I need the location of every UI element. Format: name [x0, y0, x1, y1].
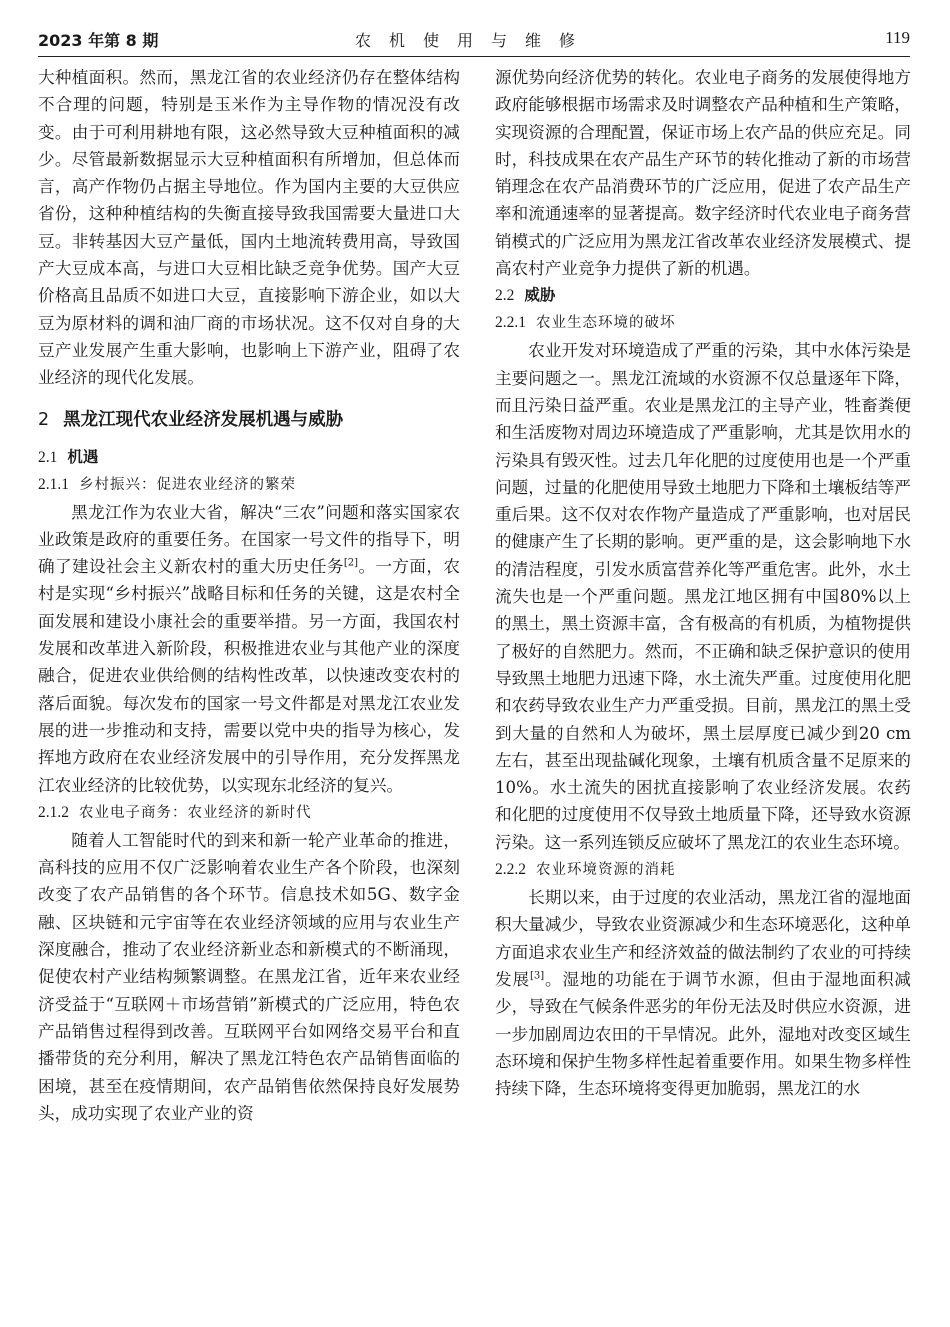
paragraph: 大种植面积。然而，黑龙江省的农业经济仍存在整体结构不合理的问题，特别是玉米作为主导作物的情况没有改变。由于可利用耕地有限，这必然导致大豆种植面积的减少。尽管最新数据显示大豆种植面积有所增加，但总体而言，高产作物仍占据主导地位。作为国内主要的大豆供应省份，这种种植结构的失衡直接导致我国需要大量进口大豆。非转基因大豆产量低，国内土地流转费用高，导致国产大豆成本高，与进口大豆相比缺乏竞争优势。国产大豆价格高且品质不如进口大豆，直接影响下游企业，如以大豆为原材料的调和油厂商的市场状况。这不仅对自身的大豆产业发展产生重大影响，也影响上下游产业，阻碍了农业经济的现代化发展。 — [38, 68, 460, 388]
paragraph-text: 。一方面，农村是实现“乡村振兴”战略目标和任务的关键，这是农村全面发展和建设小康社会的重要举措。另一方面，我国农村发展和改革进入新阶段，积极推进农业与其他产业的深度融合，促进农业供给侧的结构性改革，以快速改变农村的落后面貌。每次发布的国家一号文件都是对黑龙江农业发展的进一步推动和支持，需要以党中央的指导为核心，发挥地方政府在农业经济发展中的引导作用，充分发挥黑龙江农业经济的比较优势，以实现东北经济的复兴。 — [38, 557, 461, 795]
journal-title: 农机使用与维修 — [354, 31, 593, 50]
subsubsection-heading-2-2-1 — [495, 309, 911, 337]
paragraph: 源优势向经济优势的转化。农业电子商务的发展使得地方政府能够根据市场需求及时调整农产品种植和生产策略，实现资源的合理配置，保证市场上农产品的供应充足。同时，科技成果在农产品生产环节的转化推动了新的市场营销理念在农产品消费环节的广泛应用，促进了农产品生产率和流通速率的显著提高。数字经济时代农业电子商务营销模式的广泛应用为黑龙江省改革农业经济发展模式、提高农村产业竞争力提供了新的机遇。 — [495, 68, 911, 279]
running-header — [38, 22, 910, 57]
section-heading-2 — [38, 406, 460, 434]
subsection-heading-2-1 — [38, 444, 460, 471]
citation-ref[interactable]: [2] — [343, 557, 359, 569]
subsubsection-number: 2.2.2 — [495, 861, 526, 879]
subsection-heading-2-2 — [495, 282, 911, 309]
section-title: 黑龙江现代农业经济发展机遇与威胁 — [63, 409, 344, 430]
subsection-title: 机遇 — [67, 447, 99, 466]
paragraph — [38, 499, 460, 799]
paragraph: 随着人工智能时代的到来和新一轮产业革命的推进，高科技的应用不仅广泛影响着农业生产各个阶段，也深刻改变了农产品销售的各个环节。信息技术如5G、数字金融、区块链和元宇宙等在农业经济领域的应用与农业生产深度融合，推动了农业经济新业态和新模式的不断涌现，促使农村产业结构频繁调整。在黑龙江省，近年来农业经济受益于“互联网＋市场营销”新模式的广泛应用，特色农产品销售过程得到改善。互联网平台如网络交易平台和直播带货的充分利用，解决了黑龙江特色农产品销售面临的困境，甚至在疫情期间，农产品销售依然保持良好发展势头，成功实现了农业产业的资 — [38, 830, 460, 1123]
subsubsection-title: 农业生态环境的破坏 — [536, 315, 676, 332]
left-column — [38, 64, 460, 1127]
issue-label: 2023 年第 8 期 — [38, 31, 159, 50]
paragraph — [495, 884, 911, 1102]
subsubsection-heading-2-2-2 — [495, 856, 911, 884]
paragraph-text: 长期以来，由于过度的农业活动，黑龙江省的湿地面积大量减少，导致农业资源减少和生态环境恶化，这种单方面追求农业生产和经济效益的做法制约了农业的可持续发展 — [495, 888, 911, 989]
paragraph-text: 。湿地的功能在于调节水源，但由于湿地面积减少，导致在气候条件恶劣的年份无法及时供应水资源，进一步加剧周边农田的干旱情况。此外，湿地对改变区域生态环境和保护生物多样性起着重要作用。如果生物多样性持续下降，生态环境将变得更加脆弱，黑龙江的水 — [495, 969, 912, 1099]
subsubsection-number: 2.1.2 — [38, 803, 69, 821]
subsubsection-title: 农业电子商务：农业经济的新时代 — [79, 804, 312, 821]
subsubsection-number: 2.1.1 — [38, 475, 69, 493]
citation-ref[interactable]: [3] — [529, 970, 545, 982]
subsection-number: 2.1 — [38, 448, 58, 466]
subsubsection-title: 乡村振兴：促进农业经济的繁荣 — [79, 476, 296, 493]
paragraph: 农业开发对环境造成了严重的污染，其中水体污染是主要问题之一。黑龙江流域的水资源不仅总量逐年下降，而且污染日益严重。农业是黑龙江的主导产业，牲畜粪便和生活废物对周边环境造成了严重影响，尤其是饮用水的污染具有毁灭性。过去几年化肥的过度使用也是一个严重问题，过量的化肥使用导致土地肥力下降和土壤板结等严重后果。这不仅对农作物产量造成了严重影响，也对居民的健康产生了长期的影响。更严重的是，这会影响地下水的清洁程度，引发水质富营养化等严重危害。此外，水土流失也是一个严重问题。黑龙江地区拥有中国80%以上的黑土，黑土资源丰富，含有极高的有机质，为植物提供了极好的自然肥力。然而，不正确和缺乏保护意识的使用导致黑土地肥力迅速下降，水土流失严重。过度使用化肥和农药导致农业生产力严重受损。目前，黑龙江的黑土受到大量的自然和人为破坏，黑土层厚度已减少到20 cm左右，甚至出现盐碱化现象，土壤有机质含量不足原来的10%。水土流失的困扰直接影响了农业经济发展。农药和化肥的过度使用不仅导致土地质量下降，还导致水资源污染。这一系列连锁反应破坏了黑龙江的农业生态环境。 — [495, 341, 911, 852]
section-number: 2 — [38, 409, 50, 430]
subsubsection-heading-2-1-1 — [38, 471, 460, 499]
page-number: 119 — [885, 28, 910, 47]
subsection-number: 2.2 — [495, 287, 515, 305]
subsubsection-title: 农业环境资源的消耗 — [536, 862, 676, 879]
paragraph-text: 黑龙江作为农业大省，解决“三农”问题和落实国家农业政策是政府的重要任务。在国家一号文件的指导下，明确了建设社会主义新农村的重大历史任务 — [38, 502, 460, 577]
right-column — [495, 64, 911, 1102]
subsubsection-number: 2.2.1 — [495, 314, 526, 332]
subsection-title: 威胁 — [524, 286, 556, 305]
subsubsection-heading-2-1-2 — [38, 799, 460, 827]
